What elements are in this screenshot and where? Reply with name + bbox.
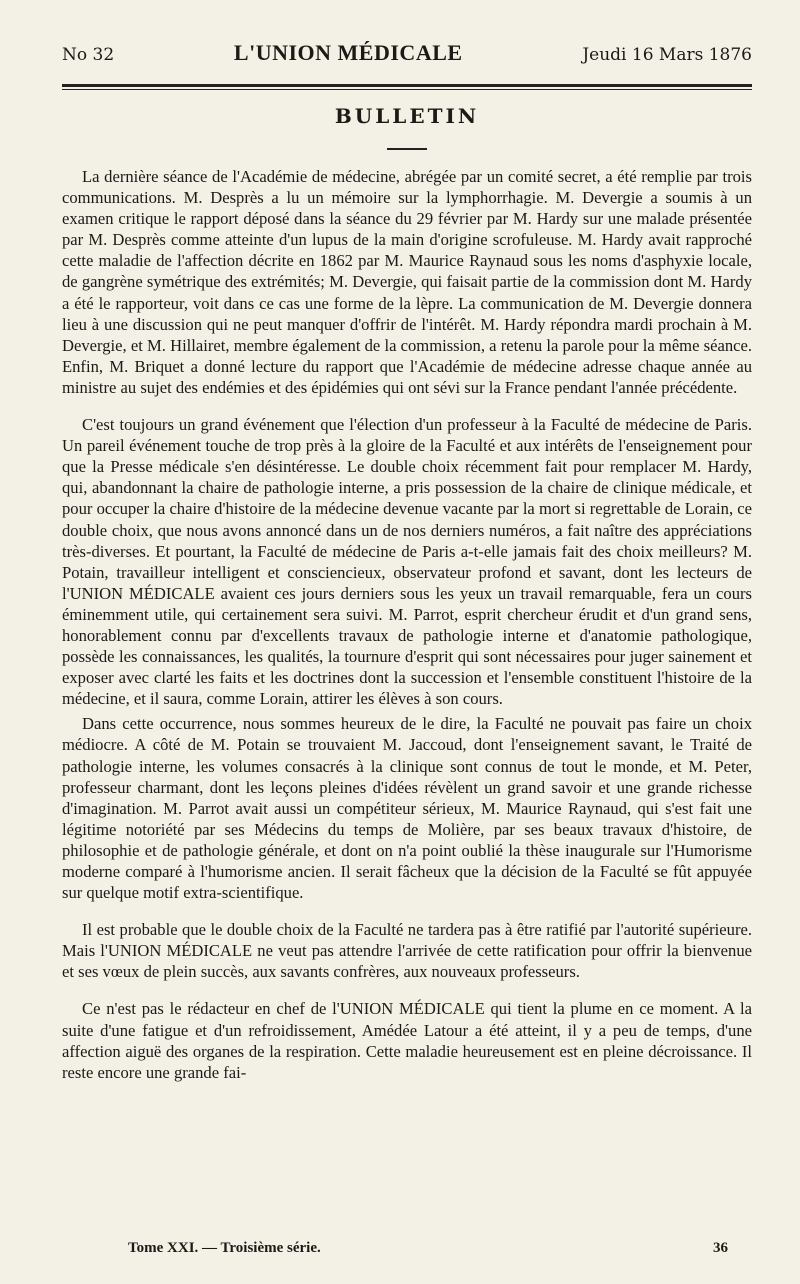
issue-date: Jeudi 16 Mars 1876 xyxy=(582,45,752,65)
paragraph: La dernière séance de l'Académie de médecine, abrégée par un comité secret, a été remplie par trois communications. M. Desprès a lu un mémoire sur la lymphorrhagie. M. Devergie a soumis à un examen critique le rapport déposé dans la séance du 29 février par M. Hardy sur une malade présentée par M. Desprès comme atteinte d'un lupus de la main d'origine scrofuleuse. M. Hardy avait rapproché cette maladie de l'affection décrite en 1862 par M. Maurice Raynaud sous les noms d'asphyxie locale, de gangrène symétrique des extrémités; M. Devergie, qui faisait partie de la commission dont M. Hardy a été le rapporteur, voit dans ce cas une forme de la lèpre. La communication de M. Devergie donnera lieu à une discussion qui ne peut manquer d'offrir de l'intérêt. M. Hardy répondra mardi prochain à M. Devergie, et M. Hillairet, membre également de la commission, a retenu la parole pour la même séance. Enfin, M. Briquet a donné lecture du rapport que l'Académie de médecine adresse chaque année au ministre au sujet des endémies et des épidémies qui ont sévi sur la France pendant l'année précédente. xyxy=(62,167,752,397)
issue-number: No 32 xyxy=(62,45,115,65)
paragraph: Ce n'est pas le rédacteur en chef de l'UNION MÉDICALE qui tient la plume en ce moment. A la suite d'une fatigue et d'un refroidissement, Amédée Latour a été atteint, il y a peu de temps, d'une affection aiguë des organes de la respiration. Cette maladie heureusement est en pleine décroissance. Il reste encore une grande fai- xyxy=(62,999,752,1082)
running-header xyxy=(62,40,752,80)
article-body xyxy=(62,166,752,1083)
paragraph: C'est toujours un grand événement que l'élection d'un professeur à la Faculté de médecine de Paris. Un pareil événement touche de trop près à la gloire de la Faculté et aux intérêts de l'enseignement pour que la Presse médicale s'en désintéresse. Le double choix récemment fait pour remplacer M. Hardy, qui, abandonnant la chaire de pathologie interne, a pris possession de la chaire de clinique médicale, et pour occuper la chaire d'histoire de la médecine devenue vacante par la mort si regrettable de Lorain, ce double choix, que nous avons annoncé dans un de nos derniers numéros, a fait naître des appréciations très-diverses. Et pourtant, la Faculté de médecine de Paris a-t-elle jamais fait des choix meilleurs? M. Potain, travailleur intelligent et consciencieux, observateur profond et savant, dont les lecteurs de l'UNION MÉDICALE avaient ces jours derniers sous les yeux un travail remarquable, fera un cours éminemment utile, qui certainement sera suivi. M. Parrot, esprit chercheur érudit et d'un grand sens, honorablement connu par d'excellents travaux de pathologie interne et d'anatomie pathologique, possède les connaissances, les qualités, la tournure d'esprit qui sont nécessaires pour juger sainement et exposer avec clarté les faits et les doctrines dont la succession et l'ensemble constituent l'histoire de la médecine, et il saura, comme Lorain, attirer les élèves à son cours. xyxy=(62,415,752,709)
paragraph: Il est probable que le double choix de la Faculté ne tardera pas à être ratifié par l'autorité supérieure. Mais l'UNION MÉDICALE ne veut pas attendre l'arrivée de cette ratification pour offrir la bienvenue et ses vœux de plein succès, aux savants confrères, aux nouveaux professeurs. xyxy=(62,920,752,982)
section-divider xyxy=(387,148,427,150)
page-footer xyxy=(128,1240,728,1257)
section-title: BULLETIN xyxy=(334,104,480,128)
page xyxy=(62,40,752,1099)
paragraph: Dans cette occurrence, nous sommes heureux de le dire, la Faculté ne pouvait pas faire un choix médiocre. A côté de M. Potain se trouvaient M. Jaccoud, dont l'enseignement savant, le Traité de pathologie interne, les volumes consacrés à la clinique sont connus de tout le monde, et M. Peter, professeur charmant, dont les leçons pleines d'idées révèlent un grand savoir et une grande richesse d'imagination. M. Parrot avait aussi un compétiteur sérieux, M. Maurice Raynaud, qui s'est fait une légitime notoriété par ses Médecins du temps de Molière, par ses beaux travaux d'histoire, de philosophie et de pathologie générale, et dont on n'a point oublié la thèse inaugurale sur l'Humorisme moderne comparé à l'humorisme ancien. Il serait fâcheux que la décision de la Faculté se fût appuyée sur quelque motif extra-scientifique. xyxy=(62,714,752,903)
page-number: 36 xyxy=(713,1240,728,1256)
journal-title: L'UNION MÉDICALE xyxy=(233,40,463,65)
header-rule xyxy=(62,84,752,90)
volume-label: Tome XXI. — Troisième série. xyxy=(128,1240,321,1256)
